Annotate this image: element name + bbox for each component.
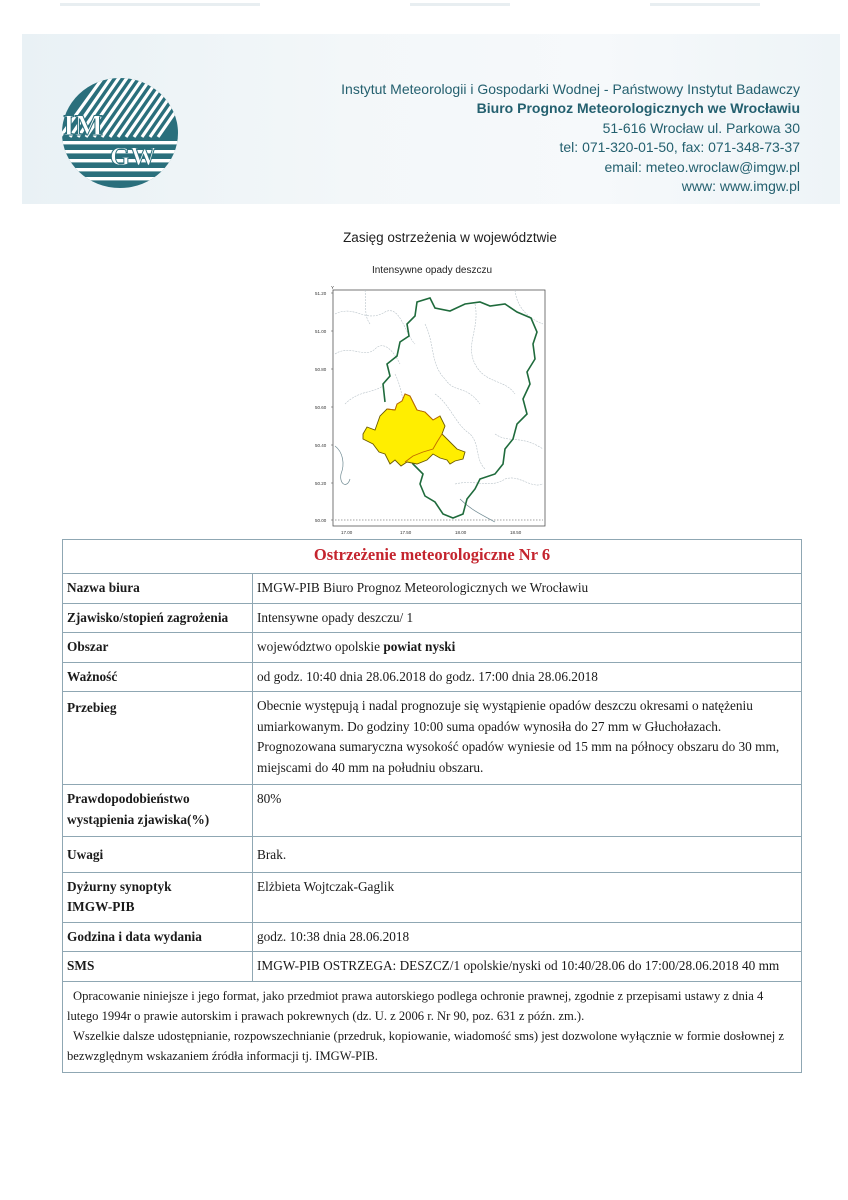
warning-title: Ostrzeżenie meteorologiczne Nr 6 xyxy=(63,540,802,574)
office-name: Biuro Prognoz Meteorologicznych we Wrocławiu xyxy=(476,100,800,117)
warning-table xyxy=(62,539,802,1073)
logo-text-im: IM xyxy=(63,109,103,142)
scan-artifact xyxy=(650,3,760,6)
table-row xyxy=(63,922,802,952)
map-subheading: Intensywne opady deszczu xyxy=(371,265,493,276)
warning-map xyxy=(305,284,555,539)
website: www: www.imgw.pl xyxy=(681,178,800,195)
table-row xyxy=(63,662,802,692)
scan-artifact xyxy=(60,3,260,6)
row-label: Dyżurny synoptyk IMGW-PIB xyxy=(63,872,253,922)
row-value: IMGW-PIB OSTRZEGA: DESZCZ/1 opolskie/nyski od 10:40/28.06 do 17:00/28.06.2018 40 mm xyxy=(253,952,802,982)
row-value: godz. 10:38 dnia 28.06.2018 xyxy=(253,922,802,952)
row-label: SMS xyxy=(63,952,253,982)
table-row xyxy=(63,574,802,604)
y-tick-label: 50.40 xyxy=(315,443,327,448)
x-tick-label: 17.50 xyxy=(400,530,412,535)
row-label: Prawdopodobieństwo wystąpienia zjawiska(%) xyxy=(63,785,253,837)
email: email: meteo.wroclaw@imgw.pl xyxy=(604,158,800,175)
copyright-notice: Opracowanie niniejsze i jego format, jako przedmiot prawa autorskiego podlega ochronie prawnej, zgodnie z przepisami ustawy z dnia 4 lutego 1994r o prawie autorskim i prawach pokrewnych (dz. U. z 2006 r. Nr 90, poz. 631 z późn. zm.). xyxy=(67,988,764,1023)
phone-fax: tel: 071-320-01-50, fax: 071-348-73-37 xyxy=(559,139,800,156)
table-row xyxy=(63,692,802,785)
x-tick-label: 18.50 xyxy=(510,530,522,535)
row-value: Brak. xyxy=(253,837,802,873)
row-value: IMGW-PIB Biuro Prognoz Meteorologicznych we Wrocławiu xyxy=(253,574,802,604)
map-heading: Zasięg ostrzeżenia w województwie xyxy=(343,230,557,245)
legal-notice xyxy=(63,981,802,1072)
table-row xyxy=(63,603,802,633)
row-label: Ważność xyxy=(63,662,253,692)
scan-artifact xyxy=(410,3,510,6)
logo-text-gw: GW xyxy=(110,142,157,171)
x-tick-label: 17.00 xyxy=(341,530,353,535)
row-label: Godzina i data wydania xyxy=(63,922,253,952)
row-value xyxy=(253,633,802,663)
imgw-logo xyxy=(60,77,180,189)
y-tick-label: 50.60 xyxy=(315,405,327,410)
area-region: województwo opolskie xyxy=(257,639,380,654)
table-row xyxy=(63,872,802,922)
y-tick-label: 50.00 xyxy=(315,518,327,523)
y-tick-label: 51.20 xyxy=(315,291,327,296)
map-frame xyxy=(333,290,545,526)
row-value: Intensywne opady deszczu/ 1 xyxy=(253,603,802,633)
row-value: Obecnie występują i nadal prognozuje się wystąpienie opadów deszczu okresami o natężeniu umiarkowanym. Do godziny 10:00 suma opadów wynosiła do 27 mm w Głuchołazach. Prognozowana sumaryczna wysokość opadów wyniesie od 15 mm na północy obszaru do 30 mm, miejscami do 40 mm na południu obszaru. xyxy=(253,692,802,785)
y-tick-label: 50.20 xyxy=(315,481,327,486)
row-label: Obszar xyxy=(63,633,253,663)
table-row xyxy=(63,633,802,663)
row-value: 80% xyxy=(253,785,802,837)
table-row xyxy=(63,952,802,982)
area-county: powiat nyski xyxy=(383,639,456,654)
institute-name: Instytut Meteorologii i Gospodarki Wodnej - Państwowy Instytut Badawczy xyxy=(341,81,800,97)
row-label: Zjawisko/stopień zagrożenia xyxy=(63,603,253,633)
distribution-notice: Wszelkie dalsze udostępnianie, rozpowszechnianie (przedruk, kopiowanie, wiadomość sms) jest dozwolone wyłącznie w formie dosłownej z bezwzględnym wskazaniem źródła informacji tj. IMGW-PIB. xyxy=(67,1028,784,1063)
y-axis-letter: Y xyxy=(331,285,335,290)
table-row xyxy=(63,785,802,837)
row-value: od godz. 10:40 dnia 28.06.2018 do godz. 17:00 dnia 28.06.2018 xyxy=(253,662,802,692)
y-tick-label: 51.00 xyxy=(315,329,327,334)
address: 51-616 Wrocław ul. Parkowa 30 xyxy=(602,119,800,136)
row-label: Uwagi xyxy=(63,837,253,873)
table-row xyxy=(63,837,802,873)
row-value: Elżbieta Wojtczak-Gaglik xyxy=(253,872,802,922)
organization-info xyxy=(341,80,800,196)
x-tick-label: 18.00 xyxy=(455,530,467,535)
y-tick-label: 50.80 xyxy=(315,367,327,372)
row-label: Nazwa biura xyxy=(63,574,253,604)
footer-row xyxy=(63,981,802,1072)
row-label: Przebieg xyxy=(63,692,253,785)
